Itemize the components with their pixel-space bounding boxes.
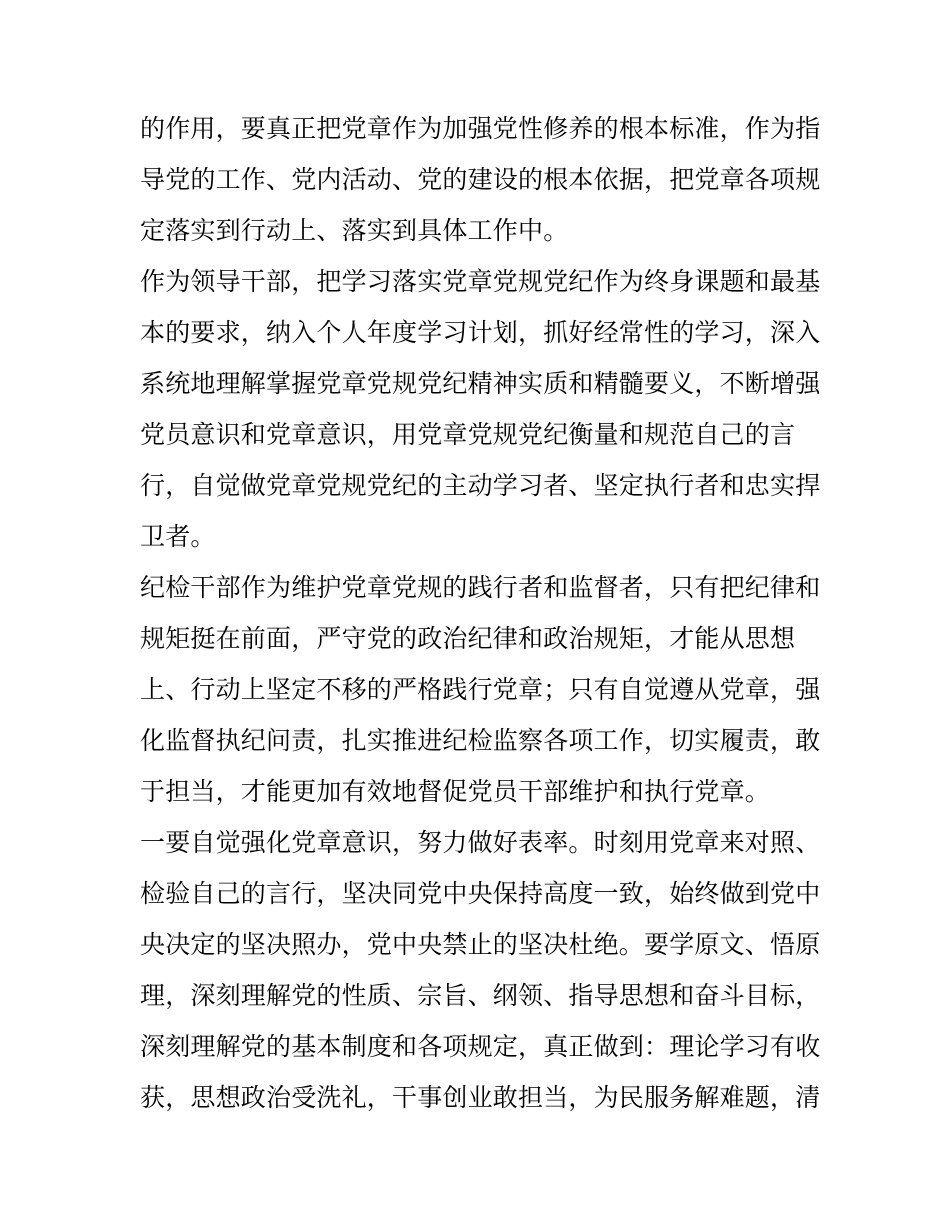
text-line: 深刻理解党的基本制度和各项规定，真正做到：理论学习有收 <box>140 1032 821 1061</box>
text-line: 理，深刻理解党的性质、宗旨、纲领、指导思想和奋斗目标， <box>140 981 821 1010</box>
text-line: 行，自觉做党章党规党纪的主动学习者、坚定执行者和忠实捍 <box>140 471 821 500</box>
text-line: 的作用，要真正把党章作为加强党性修养的根本标准，作为指 <box>140 114 821 143</box>
text-line: 作为领导干部，把学习落实党章党规党纪作为终身课题和最基 <box>140 267 821 296</box>
text-line: 本的要求，纳入个人年度学习计划，抓好经常性的学习，深入 <box>140 318 821 347</box>
text-line: 央决定的坚决照办，党中央禁止的坚决杜绝。要学原文、悟原 <box>140 930 821 959</box>
text-line: 定落实到行动上、落实到具体工作中。 <box>140 216 569 245</box>
text-line: 化监督执纪问责，扎实推进纪检监察各项工作，切实履责，敢 <box>140 726 821 755</box>
document-body <box>140 103 820 1123</box>
text-line: 获，思想政治受洗礼，干事创业敢担当，为民服务解难题，清 <box>140 1083 821 1112</box>
text-line: 导党的工作、党内活动、党的建设的根本依据，把党章各项规 <box>140 165 821 194</box>
text-line: 系统地理解掌握党章党规党纪精神实质和精髓要义，不断增强 <box>140 369 821 398</box>
text-line: 一要自觉强化党章意识，努力做好表率。时刻用党章来对照、 <box>140 828 821 857</box>
text-line: 党员意识和党章意识，用党章党规党纪衡量和规范自己的言 <box>140 420 796 449</box>
text-line: 规矩挺在前面，严守党的政治纪律和政治规矩，才能从思想 <box>140 624 796 653</box>
text-line: 上、行动上坚定不移的严格践行党章；只有自觉遵从党章，强 <box>140 675 821 704</box>
text-line: 于担当，才能更加有效地督促党员干部维护和执行党章。 <box>140 777 771 806</box>
text-line: 检验自己的言行，坚决同党中央保持高度一致，始终做到党中 <box>140 879 821 908</box>
text-line: 纪检干部作为维护党章党规的践行者和监督者，只有把纪律和 <box>140 573 821 602</box>
text-line: 卫者。 <box>140 522 216 551</box>
